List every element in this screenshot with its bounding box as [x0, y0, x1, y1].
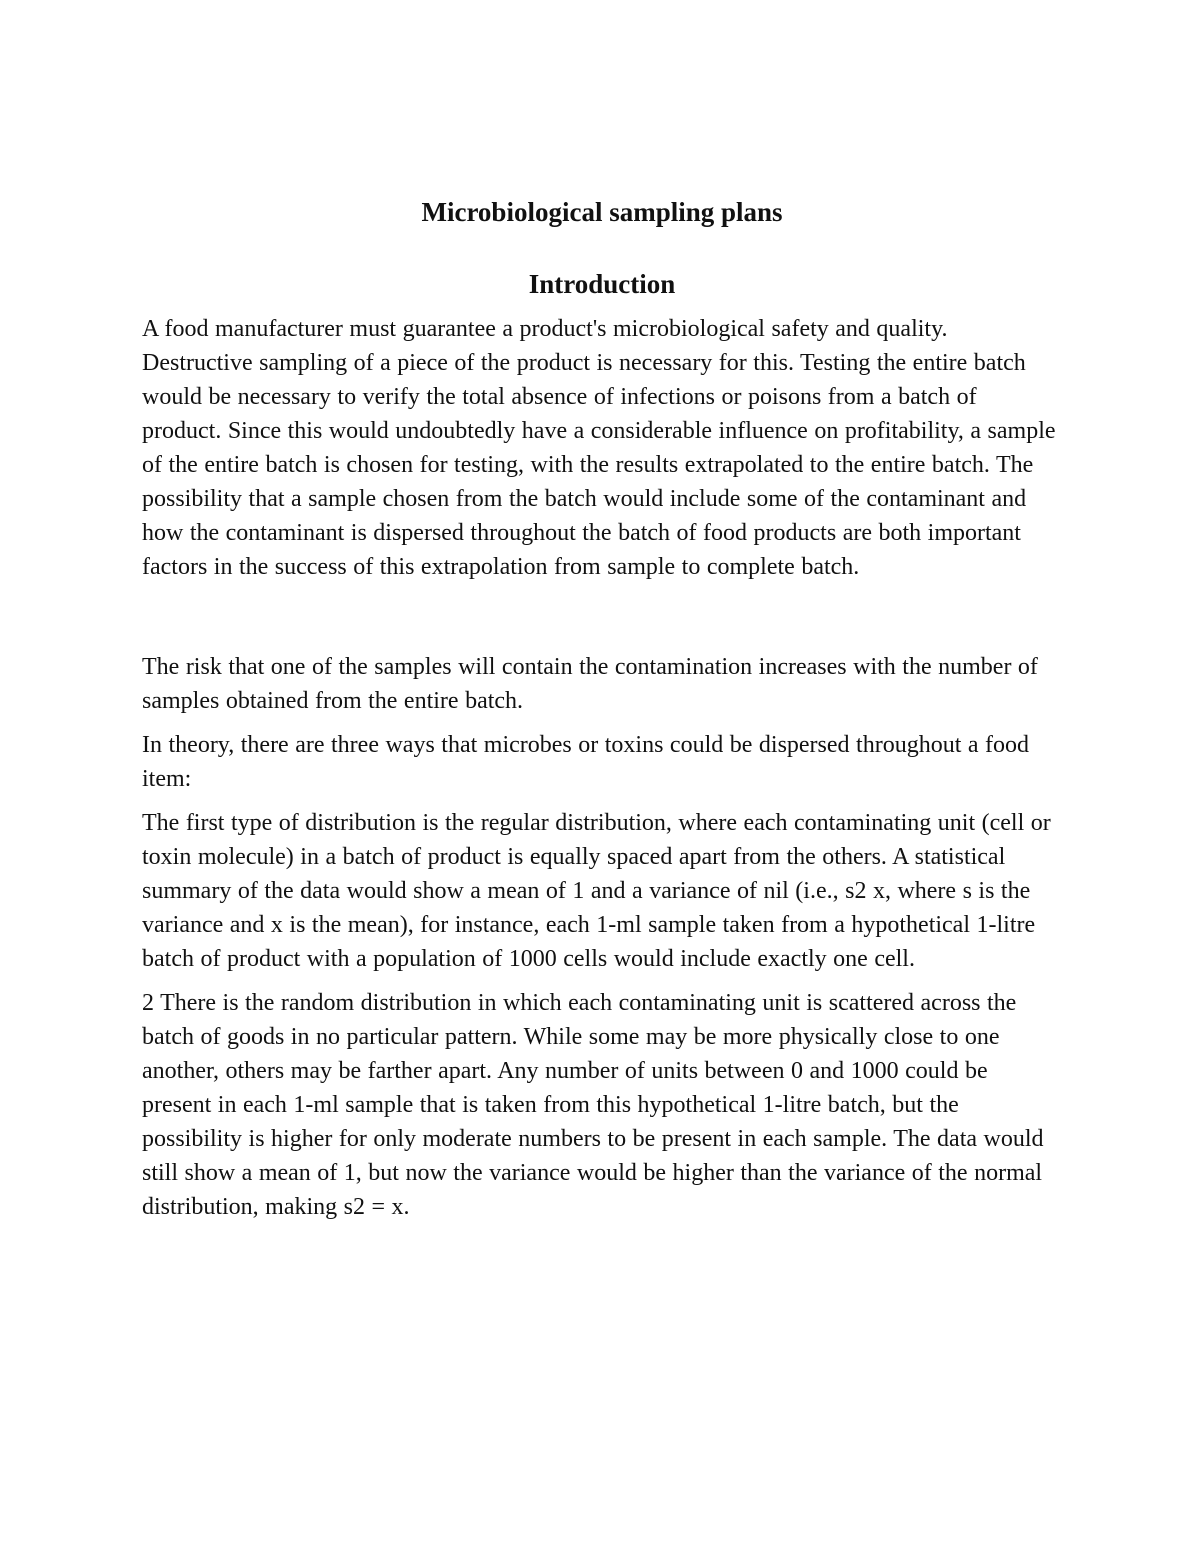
- paragraph-food-safety: A food manufacturer must guarantee a product's microbiological safety and quality. Destructive sampling of a piece of the product is necessary for this. Testing the entire batch would be necessary to verify the total absence of infections or poisons from a batch of product. Since this would undoubtedly have a considerable influence on profitability, a sample of the entire batch is chosen for testing, with the results extrapolated to the entire batch. The possibility that a sample chosen from the batch would include some of the contaminant and how the contaminant is dispersed throughout the batch of food products are both important factors in the success of this extrapolation from sample to complete batch.: [142, 316, 1056, 580]
- paragraph-random-distribution: 2 There is the random distribution in which each contaminating unit is scattered across the batch of goods in no particular pattern. While some may be more physically close to one another, others may be farther apart. Any number of units between 0 and 1000 could be present in each 1-ml sample that is taken from this hypothetical 1-litre batch, but the possibility is higher for only moderate numbers to be present in each sample. The data would still show a mean of 1, but now the variance would be higher than the variance of the normal distribution, making s2 = x.: [142, 990, 1044, 1220]
- document-body: [142, 190, 1062, 1224]
- document-title: Microbiological sampling plans: [421, 197, 783, 227]
- section-heading-introduction: Introduction: [528, 269, 676, 299]
- paragraph-sample-risk: The risk that one of the samples will contain the contamination increases with the number of samples obtained from the entire batch.: [142, 654, 1038, 714]
- paragraph-three-ways: In theory, there are three ways that microbes or toxins could be dispersed throughout a food item:: [142, 732, 1030, 792]
- paragraph-regular-distribution: The first type of distribution is the regular distribution, where each contaminating unit (cell or toxin molecule) in a batch of product is equally spaced apart from the others. A statistical summary of the data would show a mean of 1 and a variance of nil (i.e., s2 x, where s is the variance and x is the mean), for instance, each 1-ml sample taken from a hypothetical 1-litre batch of product with a population of 1000 cells would include exactly one cell.: [142, 810, 1051, 972]
